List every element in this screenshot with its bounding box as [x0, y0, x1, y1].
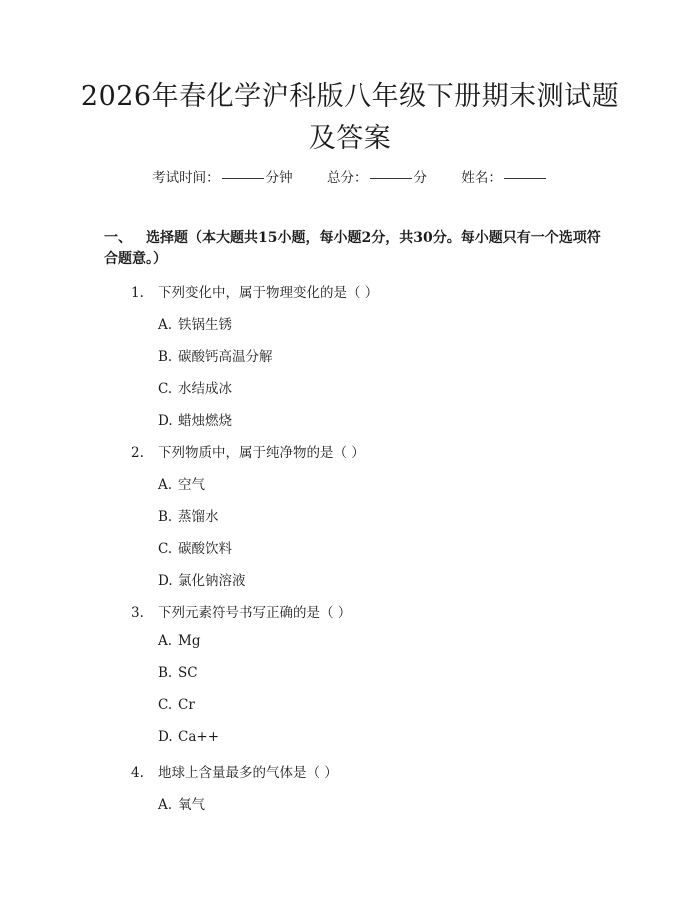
- question-3-option-d: [158, 729, 219, 745]
- option-text: 碳酸钙高温分解: [178, 349, 273, 365]
- option-letter: B.: [158, 509, 173, 525]
- option-letter: B.: [158, 665, 173, 681]
- question-3: [131, 601, 351, 621]
- option-text: Ca++: [178, 729, 220, 745]
- question-text: 下列元素符号书写正确的是（ ）: [158, 605, 352, 621]
- question-1-option-d: [158, 409, 232, 429]
- question-3-option-b: [158, 665, 198, 681]
- question-text: 地球上含量最多的气体是（ ）: [158, 765, 338, 781]
- question-number: 2.: [131, 445, 144, 461]
- question-number: 1.: [131, 285, 144, 301]
- option-letter: A.: [158, 477, 173, 493]
- name-label: 姓名：: [461, 170, 502, 186]
- question-1-option-b: [158, 345, 273, 365]
- time-label: 考试时间：: [152, 170, 220, 186]
- question-4: [131, 761, 338, 781]
- title-line-2: 及答案: [308, 123, 392, 154]
- question-2-option-c: [158, 537, 232, 557]
- option-letter: A.: [158, 633, 173, 649]
- score-blank: [370, 178, 412, 179]
- question-1: [131, 281, 378, 301]
- section-number: 一、: [104, 230, 132, 246]
- question-3-option-c: [158, 697, 195, 713]
- question-2: [131, 441, 365, 461]
- exam-meta: [0, 166, 700, 186]
- score-unit: 分: [413, 170, 427, 186]
- option-letter: D.: [158, 413, 173, 429]
- question-1-option-c: [158, 377, 232, 397]
- option-letter: D.: [158, 729, 173, 745]
- option-text: 碳酸饮料: [178, 541, 232, 557]
- question-4-option-a: [158, 793, 205, 813]
- question-2-option-d: [158, 569, 246, 589]
- option-text: 水结成冰: [178, 381, 232, 397]
- question-number: 3.: [131, 605, 144, 621]
- option-letter: C.: [158, 381, 173, 397]
- question-number: 4.: [131, 765, 144, 781]
- option-text: 空气: [178, 477, 205, 493]
- option-text: 蒸馏水: [178, 509, 219, 525]
- title-line-1: 2026年春化学沪科版八年级下册期末测试题: [80, 81, 620, 112]
- question-1-option-a: [158, 313, 232, 333]
- time-blank: [222, 178, 264, 179]
- document-title: [60, 76, 640, 160]
- section-heading: [104, 228, 604, 270]
- option-text: 氯化钠溶液: [178, 573, 246, 589]
- option-text: 氧气: [178, 797, 205, 813]
- option-text: SC: [178, 665, 198, 681]
- question-3-option-a: [158, 633, 200, 649]
- option-letter: A.: [158, 797, 173, 813]
- option-text: Cr: [178, 697, 195, 713]
- name-blank: [504, 178, 546, 179]
- score-label: 总分：: [327, 170, 368, 186]
- time-unit: 分钟: [265, 170, 293, 186]
- option-text: 铁锅生锈: [178, 317, 232, 333]
- question-2-option-a: [158, 473, 205, 493]
- question-text: 下列变化中，属于物理变化的是（ ）: [158, 285, 379, 301]
- option-letter: A.: [158, 317, 173, 333]
- option-letter: C.: [158, 697, 173, 713]
- option-letter: B.: [158, 349, 173, 365]
- option-text: 蜡烛燃烧: [178, 413, 232, 429]
- option-letter: C.: [158, 541, 173, 557]
- question-2-option-b: [158, 505, 219, 525]
- question-text: 下列物质中，属于纯净物的是（ ）: [158, 445, 365, 461]
- option-text: Mg: [178, 633, 201, 649]
- section-text: 选择题（本大题共15小题，每小题2分，共30分。每小题只有一个选项符合题意。）: [104, 230, 601, 267]
- option-letter: D.: [158, 573, 173, 589]
